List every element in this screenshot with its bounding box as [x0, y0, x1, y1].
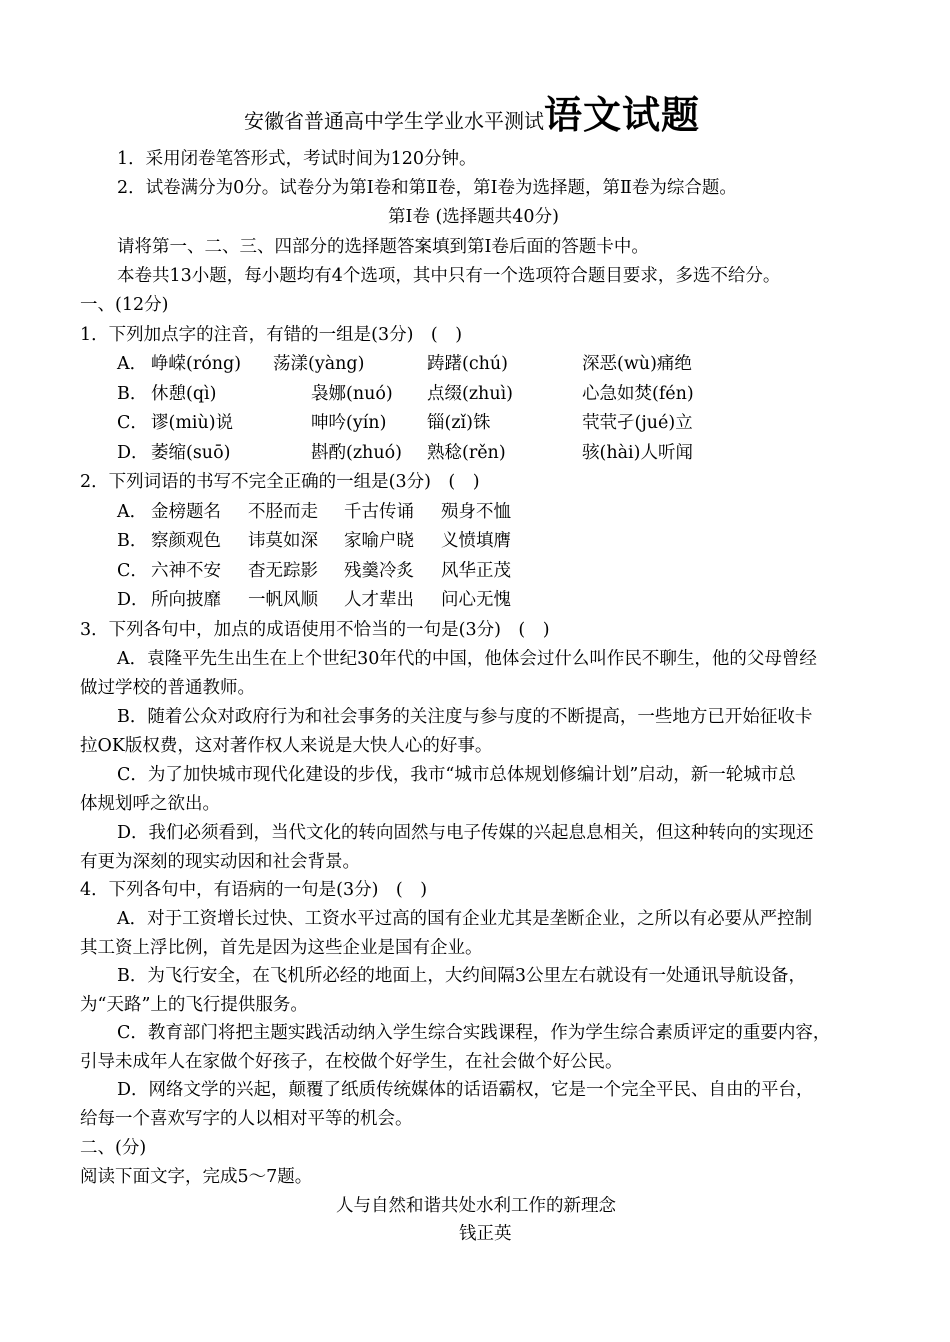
q1-stem: 1．下列加点字的注音，有错的一组是(3分) ( )	[80, 325, 463, 345]
option-label: D．	[117, 443, 149, 463]
q3-stem: 3．下列各句中，加点的成语使用不恰当的一句是(3分) ( )	[80, 620, 550, 640]
article-author: 钱正英	[459, 1224, 512, 1244]
q2-a-item-1: 金榜题名	[151, 502, 221, 522]
q4-option-b: B．为飞行安全，在飞机所必经的地面上，大约间隔3公里左右就设有一处通讯导航设备，	[117, 966, 806, 986]
option-label: D．	[117, 590, 149, 610]
q1-a-item-3: 踌躇(chú)	[427, 354, 508, 374]
q4-option-c: C．教育部门将把主题实践活动纳入学生综合实践课程，作为学生综合素质评定的重要内容，	[117, 1023, 831, 1043]
q1-c-item-2: 呻吟(yín)	[311, 413, 387, 433]
q3-option-b: B．随着公众对政府行为和社会事务的关注度与参与度的不断提高，一些地方已开始征收卡	[117, 707, 813, 727]
q3-option-a: A．袁隆平先生出生在上个世纪30年代的中国，他体会过什么叫作民不聊生，他的父母曾经	[117, 649, 817, 669]
part1-instr-1: 请将第一、二、三、四部分的选择题答案填到第Ⅰ卷后面的答题卡中。	[117, 237, 649, 257]
q1-c-item-3: 锱(zǐ)铢	[427, 413, 491, 433]
q4-option-a: A．对于工资增长过快、工资水平过高的国有企业尤其是垄断企业，之所以有必要从严控制	[117, 909, 813, 929]
option-label: B．	[117, 531, 148, 551]
q1-b-item-1: 休憩(qì)	[151, 384, 217, 404]
option-label: A．	[117, 502, 148, 522]
q2-c-item-2: 杳无踪影	[248, 561, 318, 581]
note-2: 2．试卷满分为0分。试卷分为第Ⅰ卷和第Ⅱ卷，第Ⅰ卷为选择题，第Ⅱ卷为综合题。	[117, 178, 737, 198]
q2-b-item-1: 察颜观色	[151, 531, 221, 551]
q4-option-b-cont: 为“天路”上的飞行提供服务。	[80, 995, 308, 1015]
q3-option-c: C．为了加快城市现代化建设的步伐，我市“城市总体规划修编计划”启动，新一轮城市总	[117, 765, 796, 785]
title-prefix: 安徽省普通高中学生学业水平测试	[244, 109, 544, 133]
q3-option-d-cont: 有更为深刻的现实动因和社会背景。	[80, 852, 360, 872]
q1-b-item-4: 心急如焚(fén)	[582, 384, 694, 404]
option-label: B．	[117, 384, 148, 404]
q1-c-item-1: 谬(miù)说	[151, 413, 234, 433]
exam-title	[244, 92, 700, 146]
q2-b-item-3: 家喻户晓	[344, 531, 414, 551]
q1-a-item-1: 峥嵘(róng)	[151, 354, 242, 374]
q2-b-item-2: 讳莫如深	[248, 531, 318, 551]
title-main: 语文试题	[544, 93, 701, 137]
q2-stem: 2．下列词语的书写不完全正确的一组是(3分) ( )	[80, 472, 480, 492]
q1-b-item-2: 袅娜(nuó)	[311, 384, 393, 404]
option-label: C．	[117, 561, 148, 581]
q2-a-item-2: 不胫而走	[248, 502, 318, 522]
part1-title: 第Ⅰ卷 (选择题共40分)	[388, 207, 559, 227]
section-2-heading: 二、(分)	[80, 1138, 147, 1158]
q1-d-item-2: 斟酌(zhuó)	[311, 443, 402, 463]
q2-d-item-4: 问心无愧	[441, 590, 511, 610]
q3-option-d: D．我们必须看到，当代文化的转向固然与电子传媒的兴起息息相关，但这种转向的实现还	[117, 823, 814, 843]
q1-b-item-3: 点缀(zhuì)	[427, 384, 514, 404]
q4-option-d-cont: 给每一个喜欢写字的人以相对平等的机会。	[80, 1109, 413, 1129]
q1-d-item-1: 萎缩(suō)	[151, 443, 231, 463]
q2-d-item-2: 一帆风顺	[248, 590, 318, 610]
q2-c-item-3: 残羹冷炙	[344, 561, 414, 581]
q3-option-c-cont: 体规划呼之欲出。	[80, 794, 220, 814]
q1-d-item-3: 熟稔(rěn)	[427, 443, 506, 463]
q3-option-a-cont: 做过学校的普通教师。	[80, 678, 255, 698]
reading-instruction: 阅读下面文字，完成5～7题。	[80, 1167, 313, 1187]
section-1-heading: 一、(12分)	[80, 295, 169, 315]
note-1: 1．采用闭卷笔答形式，考试时间为120分钟。	[117, 149, 477, 169]
q4-stem: 4．下列各句中，有语病的一句是(3分) ( )	[80, 880, 428, 900]
q4-option-c-cont: 引导未成年人在家做个好孩子，在校做个好学生，在社会做个好公民。	[80, 1052, 623, 1072]
part1-instr-2: 本卷共13小题，每小题均有4个选项，其中只有一个选项符合题目要求，多选不给分。	[117, 266, 781, 286]
q1-a-item-2: 荡漾(yàng)	[273, 354, 365, 374]
q2-d-item-1: 所向披靡	[151, 590, 221, 610]
article-title: 人与自然和谐共处水利工作的新理念	[336, 1196, 616, 1216]
q1-a-item-4: 深恶(wù)痛绝	[582, 354, 692, 374]
q2-a-item-3: 千古传诵	[344, 502, 414, 522]
q4-option-a-cont: 其工资上浮比例，首先是因为这些企业是国有企业。	[80, 938, 483, 958]
option-label: C．	[117, 413, 148, 433]
q2-d-item-3: 人才辈出	[344, 590, 414, 610]
q1-d-item-4: 骇(hài)人听闻	[582, 443, 693, 463]
q4-option-d: D．网络文学的兴起，颠覆了纸质传统媒体的话语霸权，它是一个完全平民、自由的平台，	[117, 1080, 814, 1100]
option-label: A．	[117, 354, 148, 374]
q2-c-item-1: 六神不安	[151, 561, 221, 581]
q2-b-item-4: 义愤填膺	[441, 531, 511, 551]
q3-option-b-cont: 拉OK版权费，这对著作权人来说是大快人心的好事。	[80, 736, 493, 756]
q2-c-item-4: 风华正茂	[441, 561, 511, 581]
q1-c-item-4: 茕茕孑(jué)立	[582, 413, 693, 433]
q2-a-item-4: 殒身不恤	[441, 502, 511, 522]
